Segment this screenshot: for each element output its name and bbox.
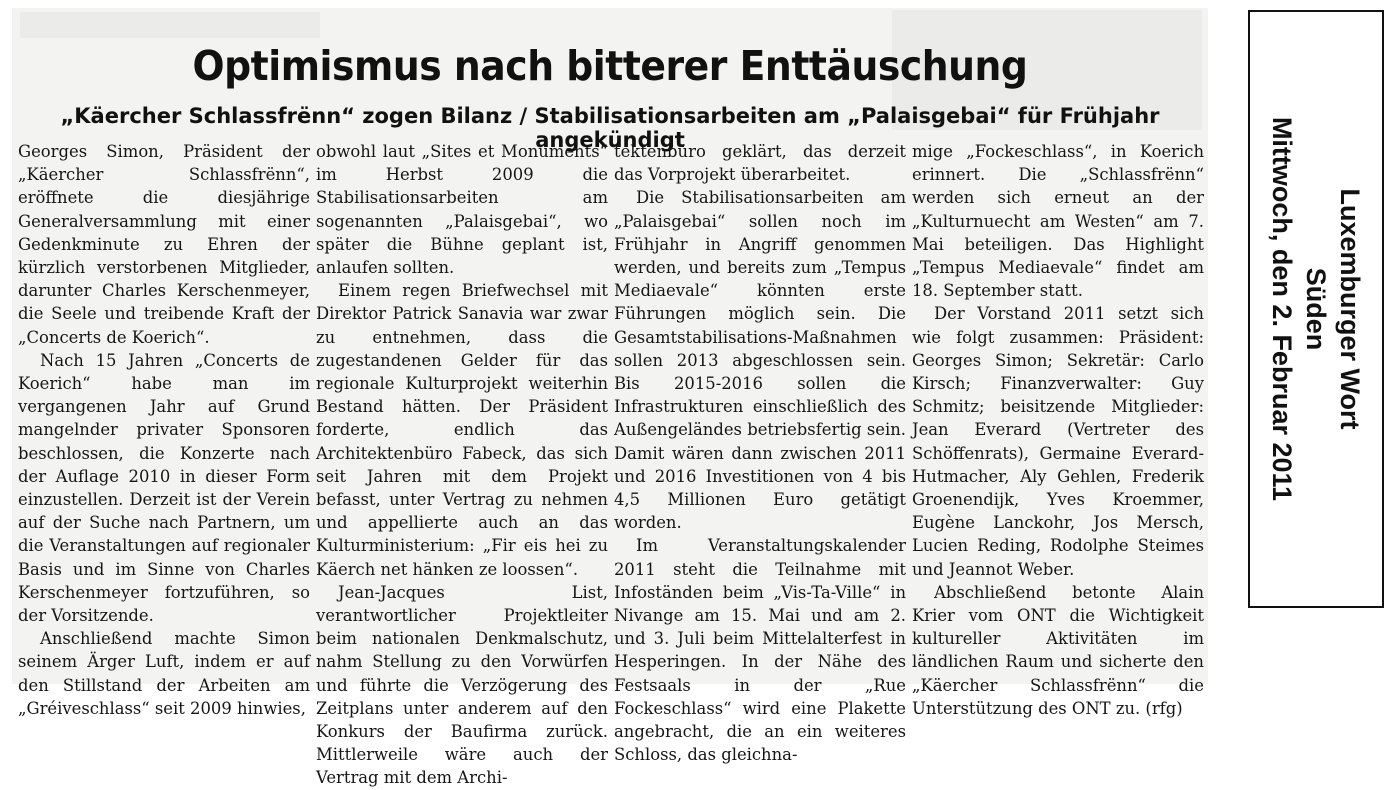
article-column-3 xyxy=(614,140,906,765)
article-column-1 xyxy=(18,140,310,718)
newspaper-name: Luxemburger Wort xyxy=(1335,188,1365,430)
paragraph: Der Vorstand 2011 setzt sich wie folgt zusammen: Präsident: Georges Simon; Sekretär: Carlo Kirsch; Finanzverwalter: Guy Schmitz; beisitzende Mitglieder: Jean Everard (Vertreter des Schöffenrats), Germaine Everard-Hutmacher, Aly Gehlen, Frederik Groenendijk, Yves Kroemmer, Eugène Lanckohr, Jos Mersch, Lucien Reding, Rodolphe Steimes und Jeannot Weber. xyxy=(912,304,1204,579)
article-column-2 xyxy=(316,140,608,788)
publication-date: Mittwoch, den 2. Februar 2011 xyxy=(1267,116,1297,502)
newspaper-clipping xyxy=(12,8,1208,788)
newspaper-section: Süden xyxy=(1301,267,1331,351)
source-citation-text xyxy=(1265,29,1367,589)
paragraph: Jean-Jacques List, verantwortlicher Projektleiter beim nationalen Denkmalschutz, nahm Stellung zu den Vorwürfen und führte die Verzögerung des Zeitplans unter anderem auf den Konkurs der Baufirma zurück. Mittlerweile wäre auch der Vertrag mit dem Archi- xyxy=(316,582,608,788)
paragraph: Anschließend machte Simon seinem Ärger Luft, indem er auf den Stillstand der Arbeiten am „Gréiveschlass“ seit 2009 hinwies, xyxy=(18,629,310,718)
paragraph: obwohl laut „Sites et Monuments“ im Herbst 2009 die Stabilisationsarbeiten am sogenannten „Palaisgebai“, wo später die Bühne geplant ist, anlaufen sollten. xyxy=(316,142,608,278)
article-column-4 xyxy=(912,140,1204,718)
paragraph: Nach 15 Jahren „Concerts de Koerich“ habe man im vergangenen Jahr auf Grund mangelnder privater Sponsoren beschlossen, die Konzerte nach der Auflage 2010 in dieser Form einzustellen. Derzeit ist der Verein auf der Suche nach Partnern, um die Veranstaltungen auf regionaler Basis und im Sinne von Charles Kerschenmeyer fortzuführen, so der Vorsitzende. xyxy=(18,350,310,626)
paragraph: mige „Fockeschlass“, in Koerich erinnert. Die „Schlassfrënn“ werden sich erneut an der „Kulturnuecht am Westen“ am 7. Mai beteiligen. Das Highlight „Tempus Mediaevale“ findet am 18. September statt. xyxy=(912,142,1204,301)
paragraph: Die Stabilisationsarbeiten am „Palaisgebai“ sollen noch im Frühjahr in Angriff genommen werden, und bereits zum „Tempus Mediaevale“ könnten erste Führungen möglich sein. Die Gesamtstabilisations-Maßnahmen sollen 2013 abgeschlossen sein. Bis 2015-2016 sollen die Infrastrukturen einschließlich des Außengeländes betriebsfertig sein. Damit wären dann zwischen 2011 und 2016 Investitionen von 4 bis 4,5 Millionen Euro getätigt worden. xyxy=(614,188,906,533)
paragraph: Georges Simon, Präsident der „Käercher Schlassfrënn“, eröffnete die diesjährige Generalversammlung mit einer Gedenkminute zu Ehren der kürzlich verstorbenen Mitglieder, darunter Charles Kerschenmeyer, die Seele und treibende Kraft der „Concerts de Koerich“. xyxy=(18,142,310,347)
paragraph: Abschließend betonte Alain Krier vom ONT die Wichtigkeit kultureller Aktivitäten im ländlichen Raum und sicherte den „Käercher Schlassfrënn“ die Unterstützung des ONT zu. (rfg) xyxy=(912,582,1204,718)
paragraph: Einem regen Briefwechsel mit Direktor Patrick Sanavia war zwar zu entnehmen, dass die zugestandenen Gelder für das regionale Kulturprojekt weiterhin Bestand hätten. Der Präsident forderte, endlich das Architektenbüro Fabeck, das sich seit Jahren mit dem Projekt befasst, unter Vertrag zu nehmen und appellierte auch an das Kulturministerium: „Fir eis hei zu Käerch net hänken ze loossen“. xyxy=(316,281,608,579)
article-body xyxy=(18,140,1206,788)
article-subhead: „Käercher Schlassfrënn“ zogen Bilanz / Stabilisationsarbeiten am „Palaisgebai“ für Frühjahr angekündigt xyxy=(60,104,1160,152)
paragraph: tektenbüro geklärt, das derzeit das Vorprojekt überarbeitet. xyxy=(614,142,906,185)
source-citation-box xyxy=(1248,10,1384,608)
article-headline: Optimismus nach bitterer Enttäuschung xyxy=(192,42,1028,90)
bleed-through-top-left xyxy=(20,12,320,38)
paragraph: Im Veranstaltungskalender 2011 steht die Teilnahme mit Infoständen beim „Vis-Ta-Ville“ in Nivange am 15. Mai und am 2. und 3. Juli beim Mittelalterfest in Hesperingen. In der Nähe des Festsaals in der „Rue Fockeschlass“ wird eine Plakette angebracht, die an ein weiteres Schloss, das gleichna- xyxy=(614,536,906,765)
